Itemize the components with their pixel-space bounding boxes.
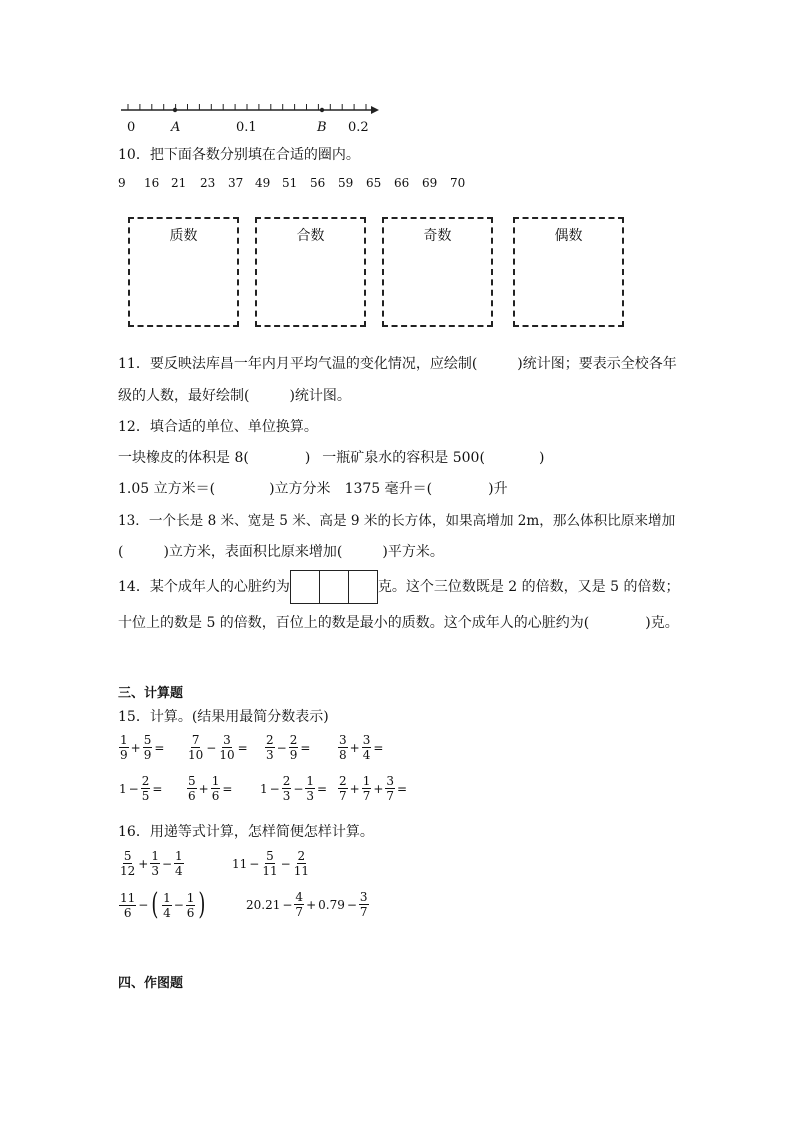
number-line-label-0: 0 — [127, 120, 136, 135]
box-label: 奇数 — [423, 228, 452, 244]
q12-text: ) — [304, 450, 311, 466]
number-item: 56 — [310, 176, 326, 190]
number-line-label-b: B — [317, 120, 327, 135]
q12-text: 1.05 立方米＝( — [118, 481, 216, 497]
q16-expr-2: 11 − $\frac{5}{11}$ − $\frac{2}{11}$ — [232, 849, 309, 878]
q12-title: 12．填合适的单位、单位换算。 — [118, 419, 318, 435]
number-line-label-0.1: 0.1 — [236, 120, 257, 135]
q15-expr-6: $\frac{5}{6}$ + $\frac{1}{6}$ = — [188, 774, 233, 803]
q14-text: 克。这个三位数既是 2 的倍数，又是 5 的倍数； — [377, 579, 680, 595]
even-box[interactable] — [513, 217, 624, 327]
number-item: 37 — [228, 176, 244, 190]
number-item: 49 — [255, 176, 271, 190]
q11-text: 级的人数，最好绘制( — [118, 388, 250, 404]
q10-text: 10．把下面各数分别填在合适的圈内。 — [118, 147, 360, 163]
number-item: 21 — [171, 176, 187, 190]
number-item: 69 — [422, 176, 438, 190]
odd-box[interactable] — [382, 217, 493, 327]
q13-text: ( — [118, 544, 124, 560]
q13-line1: 13．一个长是 8 米、宽是 5 米、高是 9 米的长方体，如果高增加 2m，那么体积比原来增加 — [118, 513, 676, 529]
q15-expr-1: $\frac{1}{9}$ + $\frac{5}{9}$ = — [120, 733, 165, 762]
q11-line1 — [118, 353, 677, 373]
q13-text: )平方米。 — [382, 544, 444, 560]
q16-expr-1: $\frac{5}{12}$ + $\frac{1}{3}$ − $\frac{1}{4}$ — [120, 849, 183, 878]
q10-numbers — [118, 176, 478, 190]
q15-expr-7: 1 − $\frac{2}{3}$ − $\frac{1}{3}$ = — [260, 774, 328, 803]
number-item: 66 — [394, 176, 410, 190]
q15-expr-4: $\frac{3}{8}$ + $\frac{3}{4}$ = — [339, 733, 384, 762]
point-a — [173, 108, 177, 112]
q15-expr-5: 1 − $\frac{2}{5}$ = — [119, 774, 163, 803]
q16-expr-4: 20.21 − $\frac{4}{7}$ + 0.79 − $\frac{3}{7}$ — [246, 890, 368, 919]
q12-line2 — [118, 478, 508, 498]
composite-box[interactable] — [255, 217, 366, 327]
q14-text: 14．某个成年人的心脏约为 — [118, 579, 290, 595]
box-label: 偶数 — [554, 228, 583, 244]
box-label: 合数 — [296, 228, 325, 244]
q11-line2 — [118, 385, 351, 405]
q12-text: ) — [538, 450, 545, 466]
q12-text: )升 — [488, 481, 508, 497]
q11-text: )统计图。 — [289, 388, 351, 404]
number-item: 70 — [450, 176, 466, 190]
q13-line2 — [118, 541, 444, 561]
three-digit-boxes[interactable] — [290, 570, 378, 604]
section-4-title: 四、作图题 — [118, 976, 184, 991]
q14-line1 — [118, 570, 679, 604]
q14-text: )克。 — [645, 615, 679, 631]
q14-line2 — [118, 612, 679, 632]
point-b — [320, 108, 324, 112]
q12-text: 1375 毫升＝( — [344, 481, 433, 497]
q16-title: 16．用递等式计算，怎样简便怎样计算。 — [118, 824, 374, 840]
number-item: 51 — [282, 176, 298, 190]
number-item: 65 — [366, 176, 382, 190]
prime-box[interactable] — [128, 217, 239, 327]
q14-text: 十位上的数是 5 的倍数，百位上的数是最小的质数。这个成年人的心脏约为( — [118, 615, 590, 631]
box-label: 质数 — [169, 228, 198, 244]
q12-text: 一块橡皮的体积是 8( — [118, 450, 249, 466]
number-item: 59 — [338, 176, 354, 190]
q12-text: 一瓶矿泉水的容积是 500( — [322, 450, 485, 466]
q15-title: 15．计算。(结果用最简分数表示) — [118, 709, 329, 725]
number-item: 9 — [118, 176, 126, 190]
q15-expr-8: $\frac{2}{7}$ + $\frac{1}{7}$ + $\frac{3}{7}$ = — [339, 774, 408, 803]
q15-expr-2: $\frac{7}{10}$ − $\frac{3}{10}$ = — [188, 733, 248, 762]
q16-expr-3: $\frac{11}{6}$ − ( $\frac{1}{4}$ − $\frac{1}{6}$ ) — [120, 887, 206, 922]
q11-text: )统计图；要表示全校各年 — [517, 356, 677, 372]
q13-text: )立方米，表面积比原来增加( — [163, 544, 343, 560]
section-3-title: 三、计算题 — [118, 686, 184, 701]
number-line-label-a: A — [171, 120, 181, 135]
q12-text: )立方分米 — [269, 481, 331, 497]
number-item: 23 — [200, 176, 216, 190]
q15-expr-3: $\frac{2}{3}$ − $\frac{2}{9}$ = — [266, 733, 311, 762]
number-item: 16 — [144, 176, 160, 190]
q12-line1 — [118, 447, 544, 467]
number-line-label-0.2: 0.2 — [348, 120, 369, 135]
q11-text: 11．要反映法库昌一年内月平均气温的变化情况，应绘制( — [118, 356, 478, 372]
